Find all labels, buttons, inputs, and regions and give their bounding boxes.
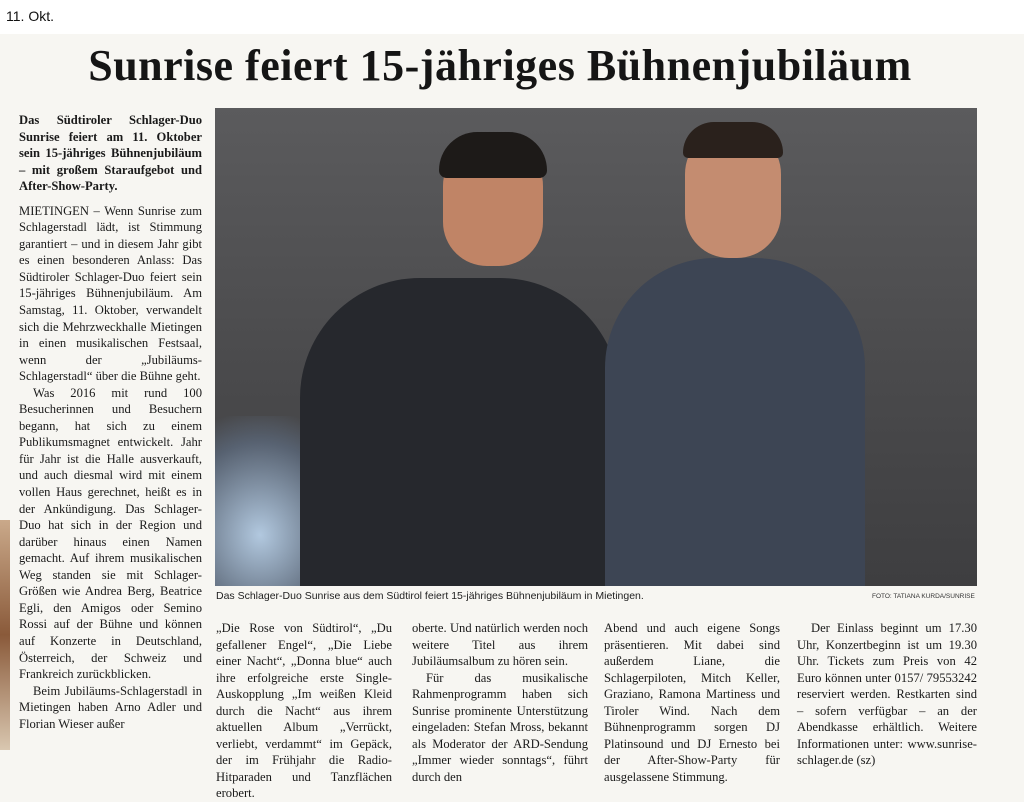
adjacent-article-edge (0, 110, 10, 770)
article-column-4 (604, 620, 780, 785)
article-paragraph: Abend und auch eigene Songs präsentieren. Mit dabei sind außerdem Liane, die Schlagerpiloten, Mitch Keller, Graziano, Ramona Martiness und Tiroler Wind. Nach dem Bühnenprogramm sorgen DJ Platinsound und DJ Ernesto bei der After-Show-Party für ausgelassene Stimmung. (604, 621, 780, 784)
article-paragraph: oberte. Und natürlich werden noch weitere Titel aus ihrem Jubiläumsalbum zu hören sein. (412, 621, 588, 669)
adjacent-photo (0, 520, 10, 750)
article-column-5 (797, 620, 977, 769)
article-column-3 (412, 620, 588, 785)
person-left-body (300, 278, 620, 586)
person-right-body (605, 258, 865, 586)
top-bar (0, 0, 1024, 34)
article-column-1 (19, 112, 202, 732)
person-right-hair (683, 122, 783, 158)
article-column-2 (216, 620, 392, 802)
article-paragraph: Für das musikalische Rahmenprogramm haben sich Sunrise prominente Unterstützung eingeladen: Stefan Mross, bekannt als Moderator der ARD-Sendung „Immer wieder sonntags“, führt durch den (412, 670, 588, 784)
person-left-hair (439, 132, 547, 178)
article-paragraph: Der Einlass beginnt um 17.30 Uhr, Konzertbeginn ist um 19.30 Uhr. Tickets zum Preis von 42 Euro können unter 0157/ 79553242 reserviert werden. Restkarten sind – sofern verfügbar – an der Abendkasse erhältlich. Weitere Informationen unter: www.sunrise-schlager.de (sz) (797, 621, 977, 768)
photo-caption: Das Schlager-Duo Sunrise aus dem Südtirol feiert 15-jähriges Bühnenjubiläum in Mietingen. (216, 590, 644, 602)
article-paragraph: „Die Rose von Südtirol“, „Du gefallener Engel“, „Die Liebe einer Nacht“, „Donna blue“ auch ihre erfolgreiche erste Single-Auskopplung „Im weißen Kleid durch die Nacht“ aus ihrem aktuellen Album „Verrückt, verliebt, verdammt“ im Gepäck, der im Frühjahr die Radio-Hitparaden und Tanzflächen erobert. (216, 621, 392, 801)
article-paragraph: Beim Jubiläums-Schlagerstadl in Mietingen haben Arno Adler und Florian Wieser außer (19, 683, 202, 731)
article-headline: Sunrise feiert 15-jähriges Bühnenjubiläum (88, 41, 912, 90)
article-lead: Das Südtiroler Schlager-Duo Sunrise feiert am 11. Oktober sein 15-jähriges Bühnenjubiläum – mit großem Staraufgebot und After-Show-Party. (19, 113, 202, 194)
article-photo (215, 108, 977, 586)
date-label: 11. Okt. (6, 8, 54, 24)
article-paragraph: MIETINGEN – Wenn Sunrise zum Schlagerstadl lädt, ist Stimmung garantiert – und in diesem Jahr gibt es einen besonderen Anlass: Das Südtiroler Schlager-Duo feiert sein 15-jähriges Bühnenjubiläum. Am Samstag, 11. Oktober, verwandelt sich die Mehrzweckhalle Mietingen in einen musikalischen Festsaal, wenn der „Jubiläums-Schlagerstadl“ über die Bühne geht. (19, 203, 202, 384)
article-paragraph: Was 2016 mit rund 100 Besucherinnen und Besuchern begann, hat sich zu einem Publikumsmagnet entwickelt. Jahr für Jahr ist die Halle ausverkauft, und auch diesmal wird mit einem vollen Haus gerechnet, heißt es in der Ankündigung. Das Schlager-Duo hat sich in der Region und darüber hinaus einen Namen gemacht. Auf ihrem musikalischen Weg standen sie mit Schlager-Größen wie Andrea Berg, Beatrice Egli, den Amigos oder Semino Rossi auf der Bühne und können auf Konzerte in Deutschland, Österreich, der Schweiz und Frankreich zurückblicken. (19, 385, 202, 682)
photo-credit: FOTO: TATIANA KURDA/SUNRISE (872, 593, 975, 600)
